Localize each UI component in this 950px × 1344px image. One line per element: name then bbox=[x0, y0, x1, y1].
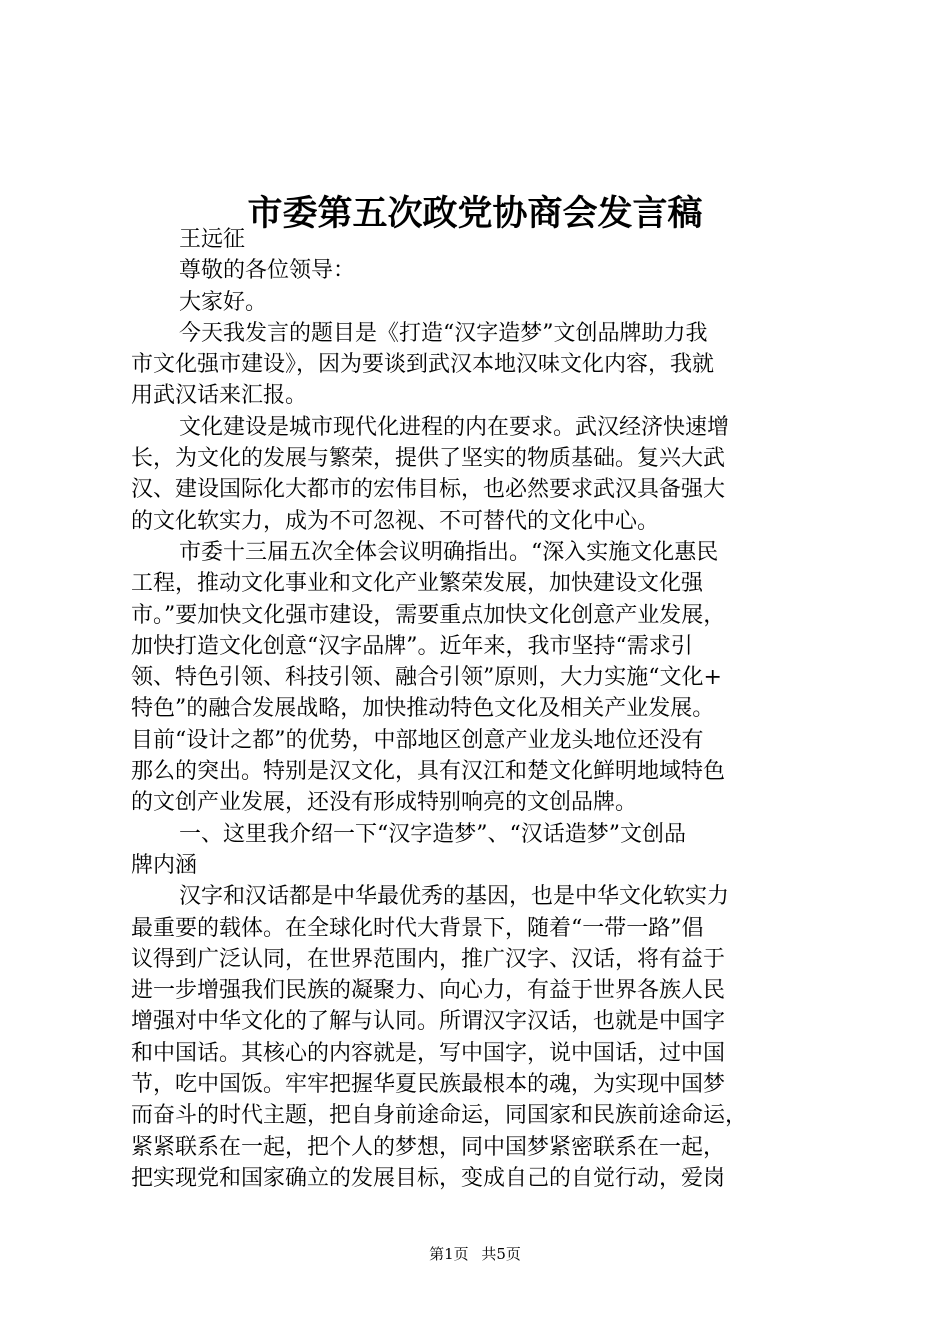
body-text-line: 汉、建设国际化大都市的宏伟目标，也必然要求武汉具备强大 bbox=[131, 477, 726, 503]
body-lines bbox=[131, 318, 828, 1194]
page-footer bbox=[0, 1243, 950, 1264]
body-text-line: 汉字和汉话都是中华最优秀的基因，也是中华文化软实力 bbox=[179, 884, 730, 910]
body-text-line: 而奋斗的时代主题，把自身前途命运，同国家和民族前途命运， bbox=[131, 1103, 748, 1129]
body-text-line: 特色”的融合发展战略，加快推动特色文化及相关产业发展。 bbox=[131, 696, 715, 722]
body-text-line: 市文化强市建设》，因为要谈到武汉本地汉味文化内容，我就 bbox=[131, 352, 715, 378]
body-text-line: 市。”要加快文化强市建设，需要重点加快文化创意产业发展， bbox=[131, 602, 726, 628]
body-text-line: 那么的突出。特别是汉文化，具有汉江和楚文化鲜明地域特色 bbox=[131, 759, 726, 785]
body-text-line: 牌内涵 bbox=[131, 852, 198, 878]
body-text-line: 议得到广泛认同，在世界范围内，推广汉字、汉话，将有益于 bbox=[131, 946, 726, 972]
body-text-line: 增强对中华文化的了解与认同。所谓汉字汉话，也就是中国字 bbox=[131, 1009, 726, 1035]
body-text-line: 市委十三届五次全体会议明确指出。“深入实施文化惠民 bbox=[179, 539, 719, 565]
body-text-line: 把实现党和国家确立的发展目标，变成自己的自觉行动，爱岗 bbox=[131, 1165, 726, 1191]
body-text-line: 领、特色引领、科技引领、融合引领”原则，大力实施“文化+ bbox=[131, 665, 722, 691]
body-text-line: 的文化软实力，成为不可忽视、不可替代的文化中心。 bbox=[131, 508, 660, 534]
body-text-line: 文化建设是城市现代化进程的内在要求。武汉经济快速增 bbox=[179, 414, 730, 440]
body-text-line: 紧紧联系在一起，把个人的梦想，同中国梦紧密联系在一起， bbox=[131, 1134, 726, 1160]
page-number: 第1页 bbox=[429, 1245, 469, 1263]
page-total: 共5页 bbox=[481, 1245, 521, 1263]
body-text-line: 长，为文化的发展与繁荣，提供了坚实的物质基础。复兴大武 bbox=[131, 446, 726, 472]
body-text-line: 进一步增强我们民族的凝聚力、向心力，有益于世界各族人民 bbox=[131, 978, 726, 1004]
body-text-line: 的文创产业发展，还没有形成特别响亮的文创品牌。 bbox=[131, 790, 638, 816]
body-text-line: 加快打造文化创意“汉字品牌”。近年来，我市坚持“需求引 bbox=[131, 633, 693, 659]
body-text-line: 节，吃中国饭。牢牢把握华夏民族最根本的魂，为实现中国梦 bbox=[131, 1072, 726, 1098]
document-title: 市委第五次政党协商会发言稿 bbox=[247, 193, 703, 234]
body-text-line: 目前“设计之都”的优势，中部地区创意产业龙头地位还没有 bbox=[131, 727, 704, 753]
body-text-line: 今天我发言的题目是《打造“汉字造梦”文创品牌助力我 bbox=[179, 320, 708, 346]
body-text-line: 用武汉话来汇报。 bbox=[131, 383, 308, 409]
greeting-line: 大家好。 bbox=[179, 289, 268, 315]
body-text-line: 一、这里我介绍一下“汉字造梦”、“汉话造梦”文创品 bbox=[179, 821, 686, 847]
author-line: 王远征 bbox=[179, 227, 246, 252]
body-text-line: 最重要的载体。在全球化时代大背景下，随着“一带一路”倡 bbox=[131, 915, 704, 941]
body-text-line: 工程，推动文化事业和文化产业繁荣发展，加快建设文化强 bbox=[131, 571, 704, 597]
body-text-line: 和中国话。其核心的内容就是，写中国字，说中国话，过中国 bbox=[131, 1040, 726, 1066]
salutation-line: 尊敬的各位领导： bbox=[179, 258, 356, 284]
document-body bbox=[131, 224, 828, 1194]
